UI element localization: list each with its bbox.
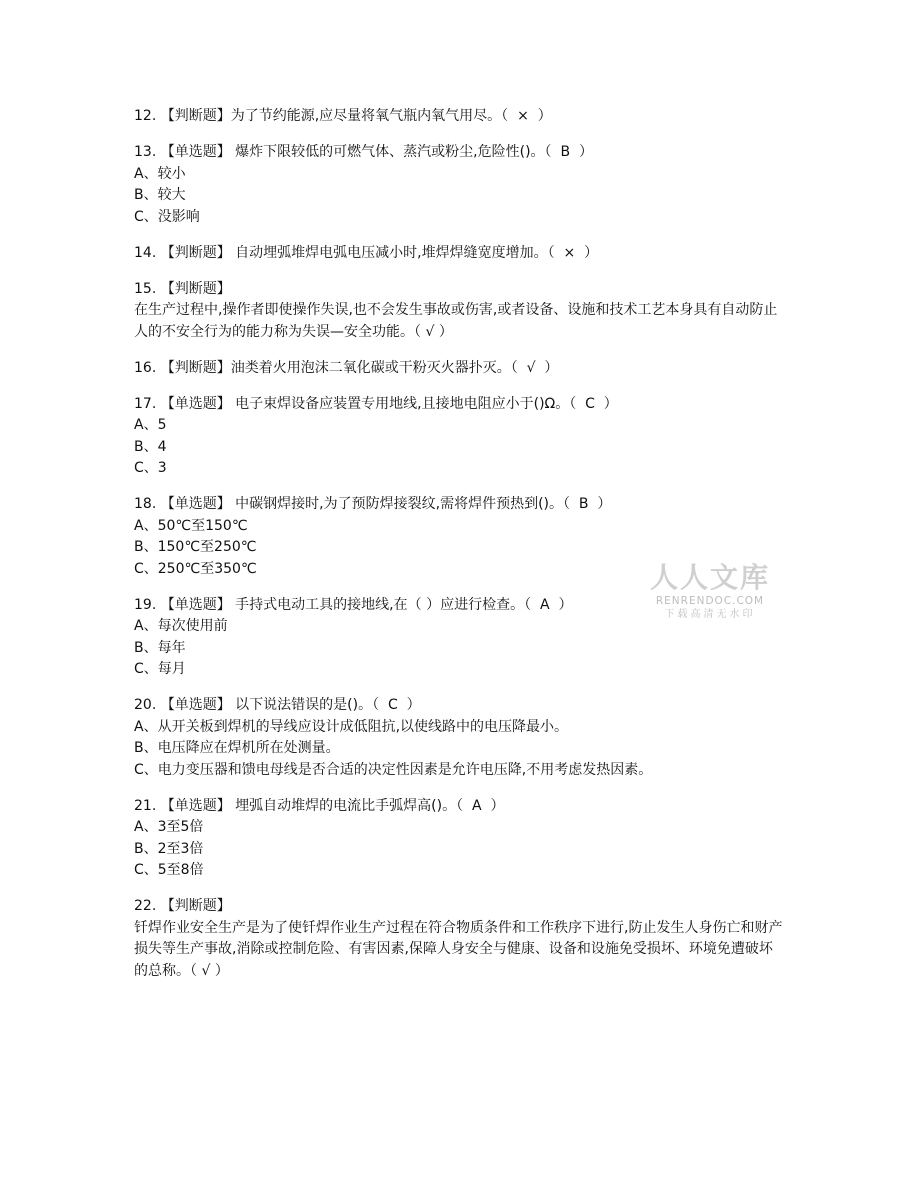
question-21 <box>134 796 784 882</box>
question-header: 22. 【判断题】 <box>134 898 231 914</box>
question-header: 18. 【单选题】 中碳钢焊接时,为了预防焊接裂纹,需将焊件预热到()。（ B ） <box>134 496 612 512</box>
question-20 <box>134 695 784 781</box>
option-a: A、50℃至150℃ <box>134 517 248 534</box>
option-a: A、从开关板到焊机的导线应设计成低阻抗,以使线路中的电压降最小。 <box>134 718 569 735</box>
question-body: 钎焊作业安全生产是为了使钎焊作业生产过程在符合物质条件和工作秩序下进行,防止发生人身伤亡和财产损失等生产事故,消除或控制危险、有害因素,保障人身安全与健康、设备和设施免受损坏、环境免遭破坏的总称。（ √ ） <box>134 919 783 979</box>
question-body: 在生产过程中,操作者即使操作失误,也不会发生事故或伤害,或者设备、设施和技术工艺本身具有自动防止人的不安全行为的能力称为失误—安全功能。（ √ ） <box>134 302 778 340</box>
question-13 <box>134 142 784 228</box>
question-list <box>134 106 784 997</box>
question-header: 12. 【判断题】为了节约能源,应尽量将氧气瓶内氧气用尽。（ × ） <box>134 108 552 124</box>
question-12 <box>134 106 784 128</box>
question-header: 19. 【单选题】 手持式电动工具的接地线,在（ ）应进行检查。（ A ） <box>134 596 573 613</box>
option-c: C、5至8倍 <box>134 862 204 878</box>
option-a: A、5 <box>134 417 167 433</box>
option-a: A、3至5倍 <box>134 819 204 835</box>
option-c: C、每月 <box>134 661 186 677</box>
question-header: 20. 【单选题】 以下说法错误的是()。（ C ） <box>134 697 421 713</box>
option-b: B、电压降应在焊机所在处测量。 <box>134 740 340 756</box>
option-a: A、每次使用前 <box>134 618 228 634</box>
option-b: B、2至3倍 <box>134 840 204 857</box>
question-17 <box>134 394 784 480</box>
option-c: C、3 <box>134 460 167 476</box>
question-22 <box>134 896 784 982</box>
watermark-title: 人人文库 <box>649 561 770 594</box>
option-c: C、没影响 <box>134 208 200 225</box>
question-15 <box>134 279 784 344</box>
watermark-subtitle: 下载高清无水印 <box>664 609 756 620</box>
option-a: A、较小 <box>134 165 186 182</box>
question-16 <box>134 358 784 380</box>
option-c: C、电力变压器和馈电母线是否合适的决定性因素是允许电压降,不用考虑发热因素。 <box>134 761 653 778</box>
option-b: B、150℃至250℃ <box>134 539 257 555</box>
question-header: 13. 【单选题】 爆炸下限较低的可燃气体、蒸汽或粉尘,危险性()。（ B ） <box>134 144 593 160</box>
option-b: B、每年 <box>134 639 186 656</box>
question-header: 21. 【单选题】 埋弧自动堆焊的电流比手弧焊高()。（ A ） <box>134 797 505 814</box>
watermark-url: RENRENDOC.COM <box>655 595 765 607</box>
question-header: 15. 【判断题】 <box>134 280 231 297</box>
watermark <box>648 562 772 622</box>
question-header: 16. 【判断题】油类着火用泡沫二氧化碳或干粉灭火器扑灭。（ √ ） <box>134 359 559 376</box>
option-b: B、较大 <box>134 187 186 203</box>
option-b: B、4 <box>134 438 167 455</box>
question-header: 17. 【单选题】 电子束焊设备应装置专用地线,且接地电阻应小于()Ω。（ C ） <box>134 395 618 412</box>
question-14 <box>134 243 784 265</box>
question-header: 14. 【判断题】 自动埋弧堆焊电弧电压减小时,堆焊焊缝宽度增加。（ × ） <box>134 244 599 261</box>
option-c: C、250℃至350℃ <box>134 560 257 577</box>
